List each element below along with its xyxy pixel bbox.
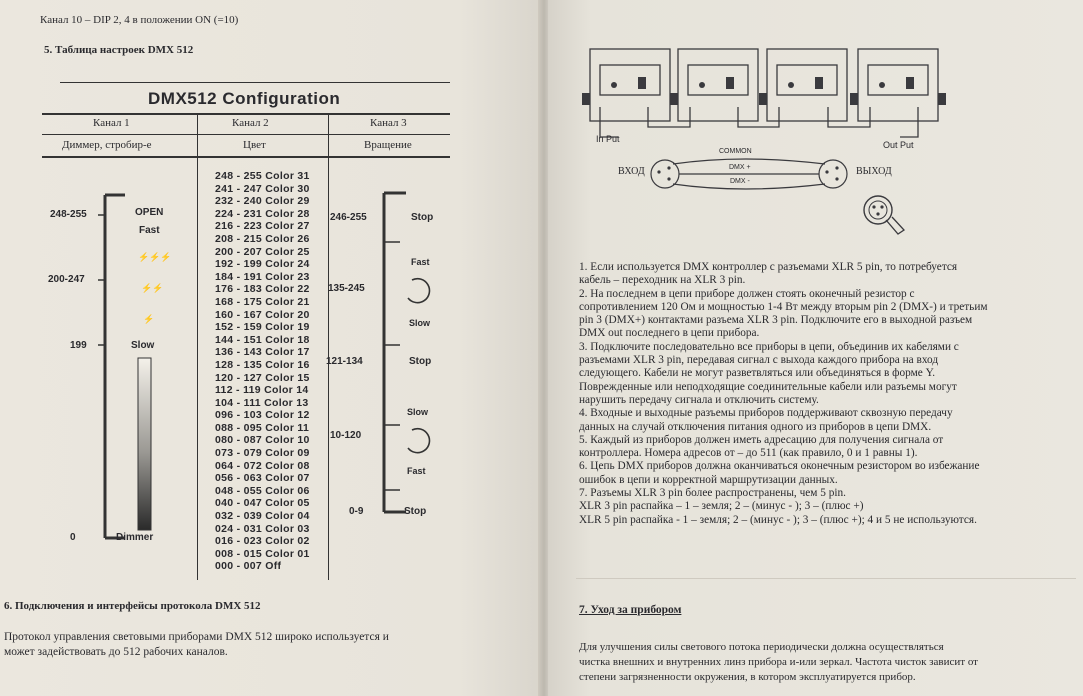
note-line: DMX out последнего в цепи прибора. bbox=[579, 327, 760, 340]
ch1-slow-range: 199 bbox=[70, 340, 87, 351]
section7-title: 7. Уход за прибором bbox=[579, 604, 682, 616]
color-row: 241 - 247 Color 30 bbox=[215, 182, 310, 195]
ch1-slow-label: Slow bbox=[131, 340, 155, 351]
output-label: ВЫХОД bbox=[856, 166, 892, 177]
table-divider-1 bbox=[197, 113, 198, 580]
note-line: 3. Подключите последовательно все приборы в цепи, объединив их кабелями с bbox=[579, 340, 959, 353]
ch1-bracket bbox=[70, 190, 180, 550]
section6-line: может задействовать до 512 рабочих каналов. bbox=[4, 646, 228, 658]
strobe-slow-icon: ⚡ bbox=[143, 314, 155, 324]
color-row: 080 - 087 Color 10 bbox=[215, 434, 310, 447]
color-row: 088 - 095 Color 11 bbox=[215, 421, 310, 434]
table-subheader-rule bbox=[42, 134, 450, 135]
note-line: разъемами XLR 3 pin, передавая сигнал с выхода каждого прибора на вход bbox=[579, 354, 939, 367]
color-row: 096 - 103 Color 12 bbox=[215, 409, 310, 422]
xlr-connector-icon bbox=[860, 192, 910, 242]
dmx-notes bbox=[579, 261, 988, 527]
diagram-output-label: Out Put bbox=[883, 140, 914, 150]
ch3-range-5: 0-9 bbox=[349, 506, 364, 517]
input-label: ВХОД bbox=[618, 166, 645, 177]
note-line: 1. Если используется DMX контроллер с разъемами XLR 5 pin, то потребуется bbox=[579, 261, 958, 273]
color-row: 136 - 143 Color 17 bbox=[215, 346, 310, 359]
color-row: 032 - 039 Color 04 bbox=[215, 510, 310, 523]
ch3-slow-1: Slow bbox=[409, 318, 431, 328]
dmx-minus-label: DMX - bbox=[730, 178, 750, 185]
section6-text bbox=[4, 630, 389, 660]
note-line: сопротивлением 120 Ом и мощностью 1-4 Вт между вторым pin 2 (DMX-) и третьим bbox=[579, 300, 988, 313]
ch3-slow-2: Slow bbox=[407, 407, 429, 417]
color-row: 120 - 127 Color 15 bbox=[215, 371, 310, 384]
common-label: COMMON bbox=[719, 148, 752, 155]
ch1-strobe-range: 200-247 bbox=[48, 274, 85, 285]
section5-title: 5. Таблица настроек DMX 512 bbox=[44, 44, 194, 56]
color-row: 073 - 079 Color 09 bbox=[215, 447, 310, 460]
color-row: 216 - 223 Color 27 bbox=[215, 220, 310, 233]
ch1-dimmer-zero: 0 bbox=[70, 532, 76, 543]
color-row: 144 - 151 Color 18 bbox=[215, 333, 310, 346]
note-line: pin 3 (DMX+) контактами разъема XLR 3 pin. Подключите его в выходной разъем bbox=[579, 314, 973, 327]
section6-line: Протокол управления световыми приборами DMX 512 широко используется и bbox=[4, 631, 389, 643]
ch3-range-4: 10-120 bbox=[330, 430, 362, 441]
color-row: 232 - 240 Color 29 bbox=[215, 195, 310, 208]
ch2-function: Цвет bbox=[243, 139, 266, 151]
ch1-header: Канал 1 bbox=[93, 117, 130, 129]
note-line: ошибок в цепи и корректной маршрутизации данных. bbox=[579, 473, 838, 486]
color-list bbox=[215, 170, 310, 573]
ch3-fast-1: Fast bbox=[411, 257, 430, 267]
ch3-stop-3: Stop bbox=[404, 506, 427, 517]
color-row: 200 - 207 Color 25 bbox=[215, 245, 310, 258]
color-row: 016 - 023 Color 02 bbox=[215, 535, 310, 548]
color-row: 064 - 072 Color 08 bbox=[215, 459, 310, 472]
table-body-rule bbox=[42, 156, 450, 158]
color-row: 056 - 063 Color 07 bbox=[215, 472, 310, 485]
dmx-plus-label: DMX + bbox=[729, 164, 751, 171]
note-line: следующего. Кабели не могут разветвляться или объединяться в форме Y. bbox=[579, 367, 936, 380]
ch3-fast-2: Fast bbox=[407, 466, 426, 476]
ch2-header: Канал 2 bbox=[232, 117, 269, 129]
color-row: 040 - 047 Color 05 bbox=[215, 497, 310, 510]
ch1-fast-label: Fast bbox=[139, 225, 160, 236]
note-line: XLR 3 pin распайка – 1 – земля; 2 – (минус - ); 3 – (плюс +) bbox=[579, 500, 864, 513]
strobe-fast-icon: ⚡⚡⚡ bbox=[138, 252, 172, 262]
color-row: 192 - 199 Color 24 bbox=[215, 258, 310, 271]
color-row: 160 - 167 Color 20 bbox=[215, 308, 310, 321]
color-row: 224 - 231 Color 28 bbox=[215, 207, 310, 220]
color-row: 168 - 175 Color 21 bbox=[215, 295, 310, 308]
diagram-input-label: In Put bbox=[596, 134, 620, 144]
note-line: 6. Цепь DMX приборов должна оканчиваться оконечным резистором во избежание bbox=[579, 460, 980, 473]
table-divider-2 bbox=[328, 113, 329, 580]
note-line: контроллера. Номера адресов от – до 511 (как правило, 0 и 1 равны 1). bbox=[579, 447, 918, 460]
strobe-medium-icon: ⚡⚡ bbox=[141, 283, 164, 293]
color-row: 176 - 183 Color 22 bbox=[215, 283, 310, 296]
color-row: 152 - 159 Color 19 bbox=[215, 321, 310, 334]
color-row: 208 - 215 Color 26 bbox=[215, 232, 310, 245]
xlr-cable-diagram bbox=[643, 150, 863, 200]
color-row: 184 - 191 Color 23 bbox=[215, 270, 310, 283]
section7-line: Для улучшения силы светового потока периодически должна осуществляться bbox=[579, 641, 944, 653]
ch3-range-2: 135-245 bbox=[328, 283, 365, 294]
color-row: 024 - 031 Color 03 bbox=[215, 522, 310, 535]
note-line: кабель – переходник на XLR 3 pin. bbox=[579, 274, 746, 287]
color-row: 128 - 135 Color 16 bbox=[215, 358, 310, 371]
note-line: нарушить передачу сигнала и отключить систему. bbox=[579, 393, 819, 406]
ch3-function: Вращение bbox=[364, 139, 412, 151]
section6-title: 6. Подключения и интерфейсы протокола DMX 512 bbox=[4, 600, 261, 612]
note-line: данных на случай отключения питания одного из приборов в цепи DMX. bbox=[579, 420, 932, 433]
dmx-chain-diagram bbox=[578, 45, 1008, 145]
color-row: 104 - 111 Color 13 bbox=[215, 396, 309, 409]
color-row: 048 - 055 Color 06 bbox=[215, 484, 310, 497]
note-line: 7. Разъемы XLR 3 pin более распространены, чем 5 pin. bbox=[579, 487, 846, 500]
table-title: DMX512 Configuration bbox=[148, 89, 341, 108]
section7-line: чистка внешних и внутренних линз прибора и-или зеркал. Частота чисток зависит от bbox=[579, 656, 978, 668]
note-line: Поврежденные или неподходящие соединительные кабели или разъемы могут bbox=[579, 380, 957, 393]
ch3-range-3: 121-134 bbox=[326, 356, 363, 367]
ch1-dimmer-label: Dimmer bbox=[116, 532, 154, 543]
color-row: 248 - 255 Color 31 bbox=[215, 170, 310, 182]
left-page bbox=[0, 0, 540, 696]
top-note: Канал 10 – DIP 2, 4 в положении ON (=10) bbox=[40, 14, 239, 26]
ch3-header: Канал 3 bbox=[370, 117, 407, 129]
note-line: XLR 5 pin распайка - 1 – земля; 2 – (минус - ); 3 – (плюс +); 4 и 5 не используются. bbox=[579, 513, 977, 526]
divider bbox=[576, 578, 1076, 579]
color-row: 112 - 119 Color 14 bbox=[215, 384, 309, 397]
ch3-stop-1: Stop bbox=[411, 212, 434, 223]
color-row: 008 - 015 Color 01 bbox=[215, 547, 310, 560]
note-line: 5. Каждый из приборов должен иметь адресацию для получения сигнала от bbox=[579, 433, 944, 446]
ch3-range-1: 246-255 bbox=[330, 212, 367, 223]
table-top-rule bbox=[60, 82, 450, 83]
ch1-open-label: OPEN bbox=[135, 207, 164, 218]
ch1-function: Диммер, стробир-е bbox=[62, 139, 152, 151]
note-line: 4. Входные и выходные разъемы приборов поддерживают сквозную передачу bbox=[579, 407, 953, 420]
color-row: 000 - 007 Off bbox=[215, 560, 282, 573]
section7-text bbox=[579, 640, 978, 685]
ch1-open-range: 248-255 bbox=[50, 209, 87, 220]
ch3-stop-2: Stop bbox=[409, 356, 432, 367]
right-page bbox=[548, 0, 1083, 696]
table-header-rule bbox=[42, 113, 450, 115]
section7-line: степени загрязненности окружения, в котором эксплуатируется прибор. bbox=[579, 671, 916, 683]
note-line: 2. На последнем в цепи приборе должен стоять оконечный резистор с bbox=[579, 287, 915, 300]
